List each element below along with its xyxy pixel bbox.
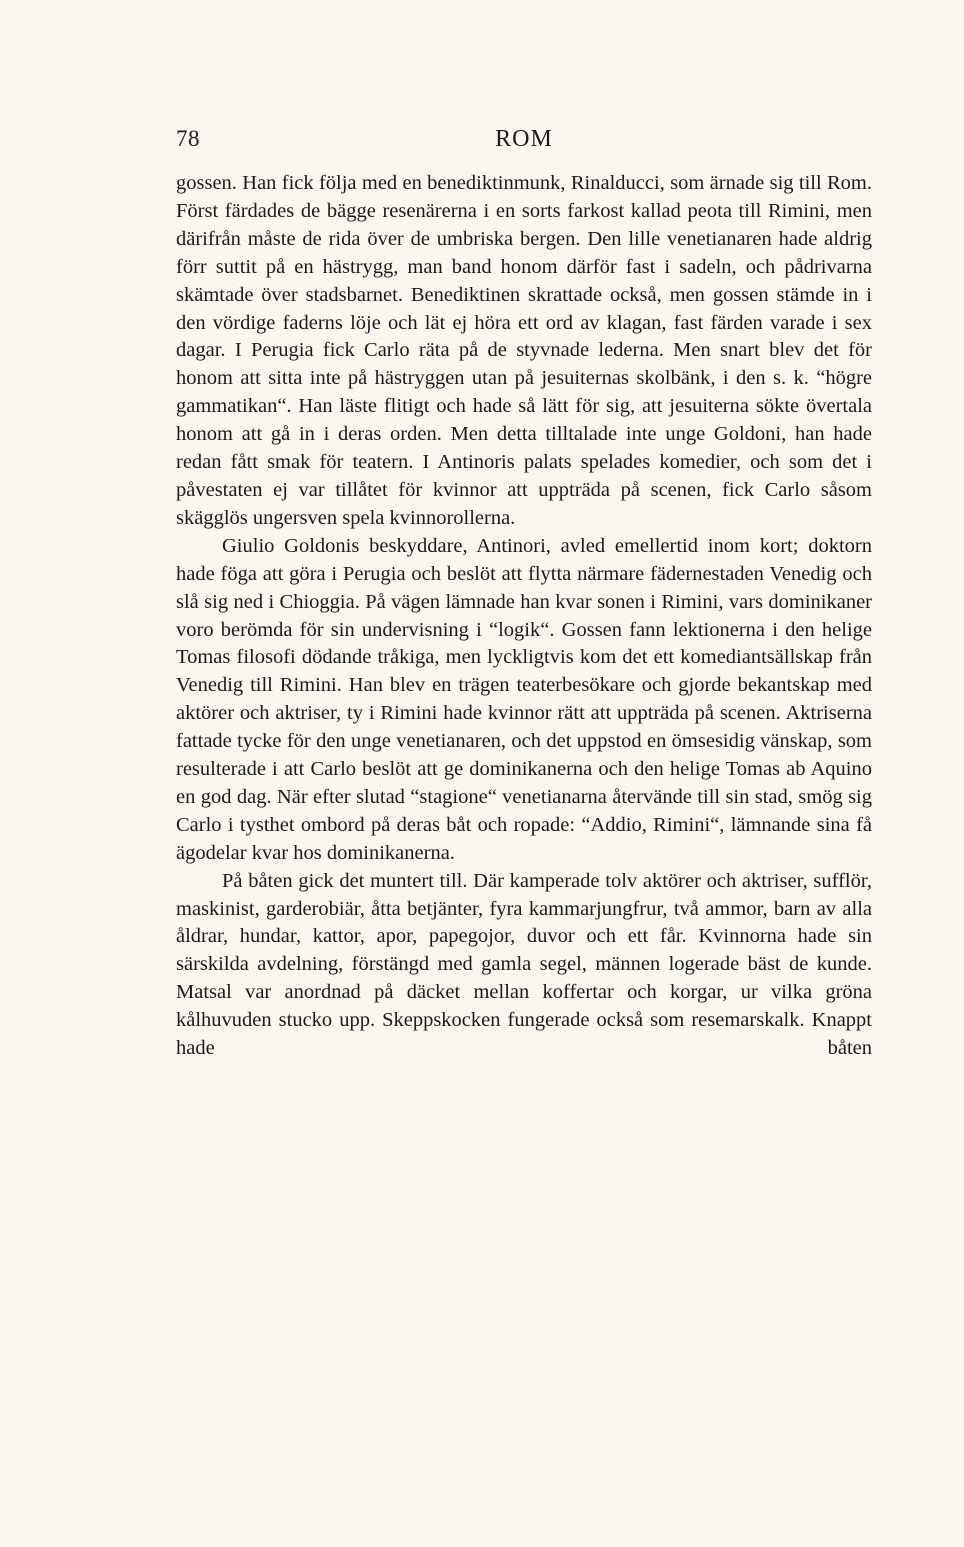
page-header [176,126,872,160]
running-title: ROM [495,126,553,152]
paragraph-2: Giulio Goldonis beskyddare, Antinori, avled emellertid inom kort; doktorn hade föga att göra i Perugia och beslöt att flytta närmare fädernestaden Venedig och slå sig ned i Chioggia. På vägen lämnade han kvar sonen i Rimini, vars dominikaner voro berömda för sin undervisning i “logik“. Gossen fann lektionerna i den helige Tomas filosofi dödande tråkiga, men lyckligtvis kom det ett komediantsällskap från Venedig till Rimini. Han blev en trägen teaterbesökare och gjorde bekantskap med aktörer och aktriser, ty i Rimini hade kvinnor rätt att uppträda på scenen. Aktriserna fattade tycke för den unge venetianaren, och det uppstod en ömsesidig vänskap, som resulterade i att Carlo beslöt att ge dominikanerna och den helige Tomas ab Aquino en god dag. När efter slutad “stagione“ venetianarna återvände till sin stad, smög sig Carlo i tysthet ombord på deras båt och ropade: “Addio, Rimini“, lämnande sina få ägodelar kvar hos dominikanerna. [176,534,872,864]
page-number: 78 [176,126,200,151]
paragraph-3: På båten gick det muntert till. Där kamperade tolv aktörer och aktriser, sufflör, maskinist, garderobiär, åtta betjänter, fyra kammarjungfrur, två ammor, barn av alla åldrar, hundar, kattor, apor, papegojor, duvor och ett får. Kvinnorna hade sin särskilda avdelning, förstängd med gamla segel, männen logerade bäst de kunde. Matsal var anordnad på däcket mellan koffertar och korgar, ur vilka gröna kålhuvuden stucko upp. Skeppskocken fungerade också som resemarskalk. Knappt hade båten [176,869,872,1060]
paragraph-1: gossen. Han fick följa med en benediktinmunk, Rinalducci, som ärnade sig till Rom. Först färdades de bägge resenärerna i en sorts farkost kallad peota till Rimini, men därifrån måste de rida över de umbriska bergen. Den lille venetianaren hade aldrig förr suttit på en hästrygg, man band honom därför fast i sadeln, och pådrivarna skämtade över stadsbarnet. Benediktinen skrattade också, men gossen stämde in i den vördige faderns löje och lät ej höra ett ord av klagan, fast färden varade i sex dagar. I Perugia fick Carlo räta på de styvnade lederna. Men snart blev det för honom att sitta inte på hästryggen utan på jesuiternas skolbänk, i den s. k. “högre gammatikan“. Han läste flitigt och hade så lätt för sig, att jesuiterna sökte övertala honom att gå in i deras orden. Men detta tilltalade inte unge Goldoni, han hade redan fått smak för teatern. I Antinoris palats spelades komedier, och som det i påvestaten ej var tillåtet för kvinnor att uppträda på scenen, fick Carlo såsom skägglös ungersven spela kvinnorollerna. [176,172,872,529]
body-text [176,170,872,1063]
